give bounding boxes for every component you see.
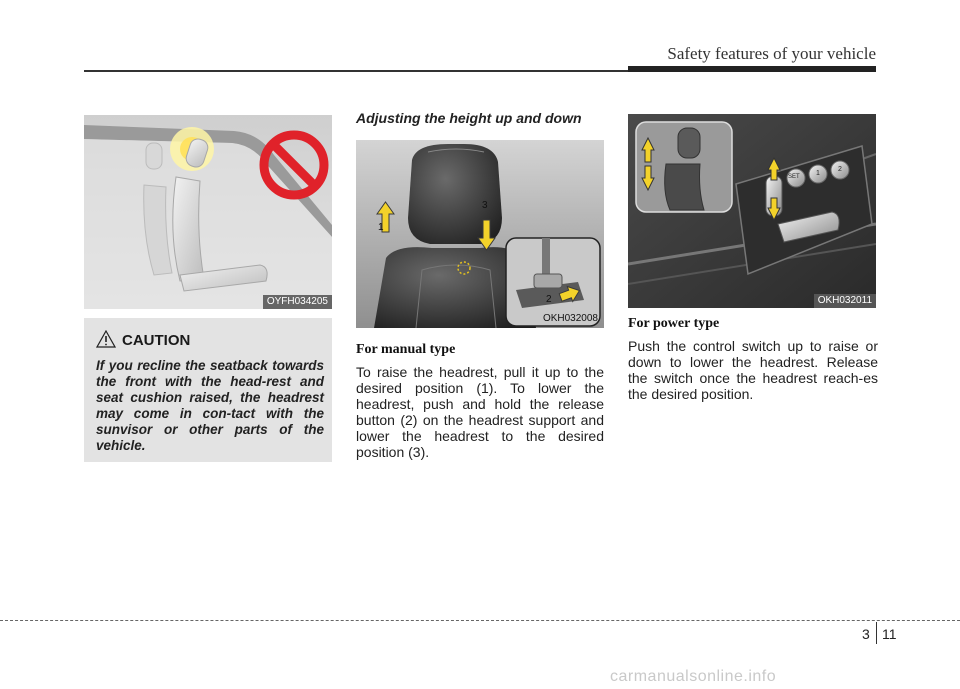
- figure-code-middle: OKH032008: [542, 313, 598, 324]
- footer-rule: [0, 620, 960, 621]
- recline-illustration: [84, 115, 332, 309]
- figure-code-left: OYFH034205: [263, 295, 332, 309]
- memory-button-2-label: 2: [838, 166, 842, 173]
- figure-recline-warning: [84, 115, 332, 309]
- manual-instructions: To raise the headrest, pull it up to the desired position (1). To lower the headrest, push and hold the release button (2) on the headrest support and lower the headrest to the desired position (3).: [356, 364, 604, 460]
- manual-heading: For manual type: [356, 342, 456, 357]
- callout-label-1: 1: [378, 222, 384, 233]
- callout-label-3: 3: [482, 200, 488, 211]
- memory-button-set-label: SET: [788, 174, 800, 180]
- page-number: 11: [882, 626, 897, 642]
- caution-title: CAUTION: [122, 332, 191, 349]
- figure-power-headrest: [628, 114, 876, 308]
- page-header-title: Safety features of your vehicle: [667, 44, 876, 63]
- power-headrest-illustration: [628, 114, 876, 308]
- power-instructions: Push the control switch up to raise or down to lower the headrest. Release the switch once the headrest reach-es the desired position.: [628, 338, 878, 402]
- figure-code-right: OKH032011: [814, 294, 876, 308]
- manual-headrest-illustration: [356, 140, 604, 328]
- section-heading: Adjusting the height up and down: [356, 110, 582, 126]
- memory-button-1-label: 1: [816, 170, 820, 177]
- watermark: carmanualsonline.info: [610, 668, 777, 685]
- chapter-number: 3: [862, 626, 870, 642]
- caution-box: [84, 318, 332, 462]
- figure-manual-headrest: [356, 140, 604, 328]
- page-number-divider: [876, 622, 877, 644]
- callout-label-2: 2: [546, 294, 552, 305]
- power-heading: For power type: [628, 316, 720, 331]
- caution-text: If you recline the seatback towards the front with the head-rest and seat cushion raised, the headrest may come in con-tact with the sunvisor or other parts of the vehicle.: [96, 358, 324, 453]
- header-rule-accent: [628, 66, 876, 72]
- warning-triangle-icon: [96, 330, 116, 348]
